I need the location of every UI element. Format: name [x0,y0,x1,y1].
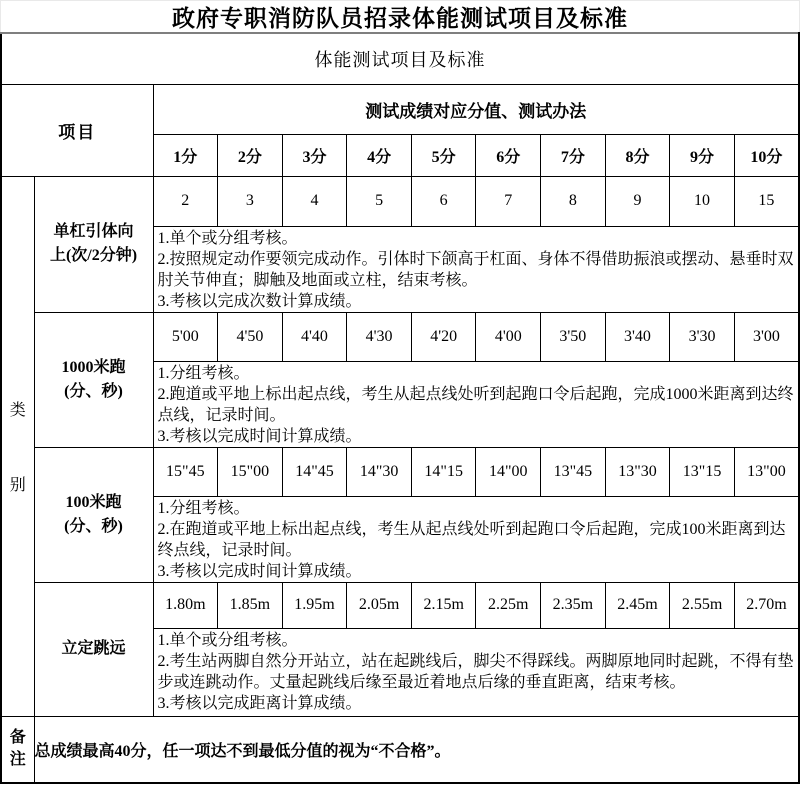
item-name-line: (分、秒) [64,517,123,535]
fitness-test-table [0,32,800,784]
item-1000m-run [34,312,153,447]
score-value: 3 [218,176,283,226]
score-value: 4'50 [218,312,283,361]
score-value: 15"45 [153,447,218,496]
score-col-header: 8分 [605,134,670,176]
score-value: 13"30 [605,447,670,496]
remark-text: 总成绩最高40分，任一项达不到最低分值的视为“不合格”。 [34,716,799,783]
page-title: 政府专职消防队员招录体能测试项目及标准 [0,0,800,32]
note-line: 3.考核以完成时间计算成绩。 [157,562,362,580]
score-value: 2.15m [411,582,476,628]
header-row-1 [1,84,799,134]
score-value: 3'50 [541,312,606,361]
note-line: 2.跑道或平地上标出起点线，考生从起点线处听到起跑口令后起跑，完成1000米距离到达终点线，记录时间。 [157,385,794,424]
category-char: 别 [9,477,26,494]
note-line: 3.考核以完成距离计算成绩。 [157,694,362,712]
score-value: 2.05m [347,582,412,628]
score-value: 4'40 [282,312,347,361]
score-value: 13"45 [541,447,606,496]
score-col-header: 10分 [734,134,799,176]
score-value: 15 [734,176,799,226]
score-col-header: 2分 [218,134,283,176]
score-value: 4'30 [347,312,412,361]
category-label-stack [2,397,34,495]
header-item-col: 项目 [1,84,153,176]
score-col-header: 5分 [411,134,476,176]
item-name-line: 1000米跑 [61,358,126,376]
score-col-header: 9分 [670,134,735,176]
score-value: 13"00 [734,447,799,496]
score-value: 9 [605,176,670,226]
score-col-header: 3分 [282,134,347,176]
score-value: 14"45 [282,447,347,496]
note-line: 2.在跑道或平地上标出起点线，考生从起点线处听到起跑口令后起跑，完成100米距离到达终点线，记录时间。 [157,520,786,559]
table-subtitle: 体能测试项目及标准 [1,33,799,84]
score-value: 5 [347,176,412,226]
note-line: 1.分组考核。 [157,364,250,382]
score-value: 1.85m [218,582,283,628]
score-value: 14"15 [411,447,476,496]
category-char: 类 [9,402,26,419]
score-col-header: 6分 [476,134,541,176]
item-pull-ups [34,176,153,312]
score-value: 7 [476,176,541,226]
item-100m-run [34,447,153,582]
note-line: 2.考生站两脚自然分开站立，站在起跳线后，脚尖不得踩线。两脚原地同时起跳，不得有垫步或连跳动作。丈量起跳线后缘至最近着地点后缘的垂直距离，结束考核。 [157,652,794,691]
item-name-line: 单杠引体向 [53,223,134,240]
remark-label [1,716,34,783]
score-value: 14"30 [347,447,412,496]
score-value: 1.95m [282,582,347,628]
score-value: 1.80m [153,582,218,628]
long-jump-values-row [1,582,799,628]
notes-cell [153,361,799,447]
notes-cell [153,496,799,582]
score-value: 2.70m [734,582,799,628]
score-value: 3'00 [734,312,799,361]
score-value: 14"00 [476,447,541,496]
score-value: 13"15 [670,447,735,496]
pull-ups-values-row [1,176,799,226]
note-line: 3.考核以完成次数计算成绩。 [157,292,362,310]
item-name-line: (分、秒) [64,382,123,400]
score-value: 2.35m [541,582,606,628]
score-value: 2.45m [605,582,670,628]
score-value: 8 [541,176,606,226]
notes-cell [153,226,799,312]
run-100m-values-row [1,447,799,496]
score-value: 2.55m [670,582,735,628]
run-1000m-values-row [1,312,799,361]
item-name-line: 上(次/2分钟) [49,247,138,264]
score-col-header: 7分 [541,134,606,176]
subtitle-row [1,33,799,84]
notes-cell [153,628,799,716]
score-value: 4'00 [476,312,541,361]
item-standing-long-jump [34,582,153,716]
item-name-line: 100米跑 [65,493,122,511]
score-value: 6 [411,176,476,226]
note-line: 3.考核以完成时间计算成绩。 [157,427,362,445]
category-label [1,176,34,716]
score-value: 2 [153,176,218,226]
score-value: 4'20 [411,312,476,361]
remark-label-char: 注 [9,751,26,769]
note-line: 2.按照规定动作要领完成动作。引体时下颌高于杠面、身体不得借助振浪或摆动、悬垂时双肘关节伸直；脚触及地面或立柱，结束考核。 [157,250,794,289]
header-scores-title: 测试成绩对应分值、测试办法 [153,84,799,134]
score-value: 3'30 [670,312,735,361]
note-line: 1.分组考核。 [157,499,250,517]
score-value: 5'00 [153,312,218,361]
score-value: 10 [670,176,735,226]
score-col-header: 1分 [153,134,218,176]
note-line: 1.单个或分组考核。 [157,229,298,247]
score-value: 2.25m [476,582,541,628]
remark-label-char: 备 [9,729,26,747]
note-line: 1.单个或分组考核。 [157,631,298,649]
item-name-line: 立定跳远 [61,640,126,657]
score-value: 4 [282,176,347,226]
score-value: 3'40 [605,312,670,361]
score-col-header: 4分 [347,134,412,176]
remark-row [1,716,799,783]
score-value: 15"00 [218,447,283,496]
